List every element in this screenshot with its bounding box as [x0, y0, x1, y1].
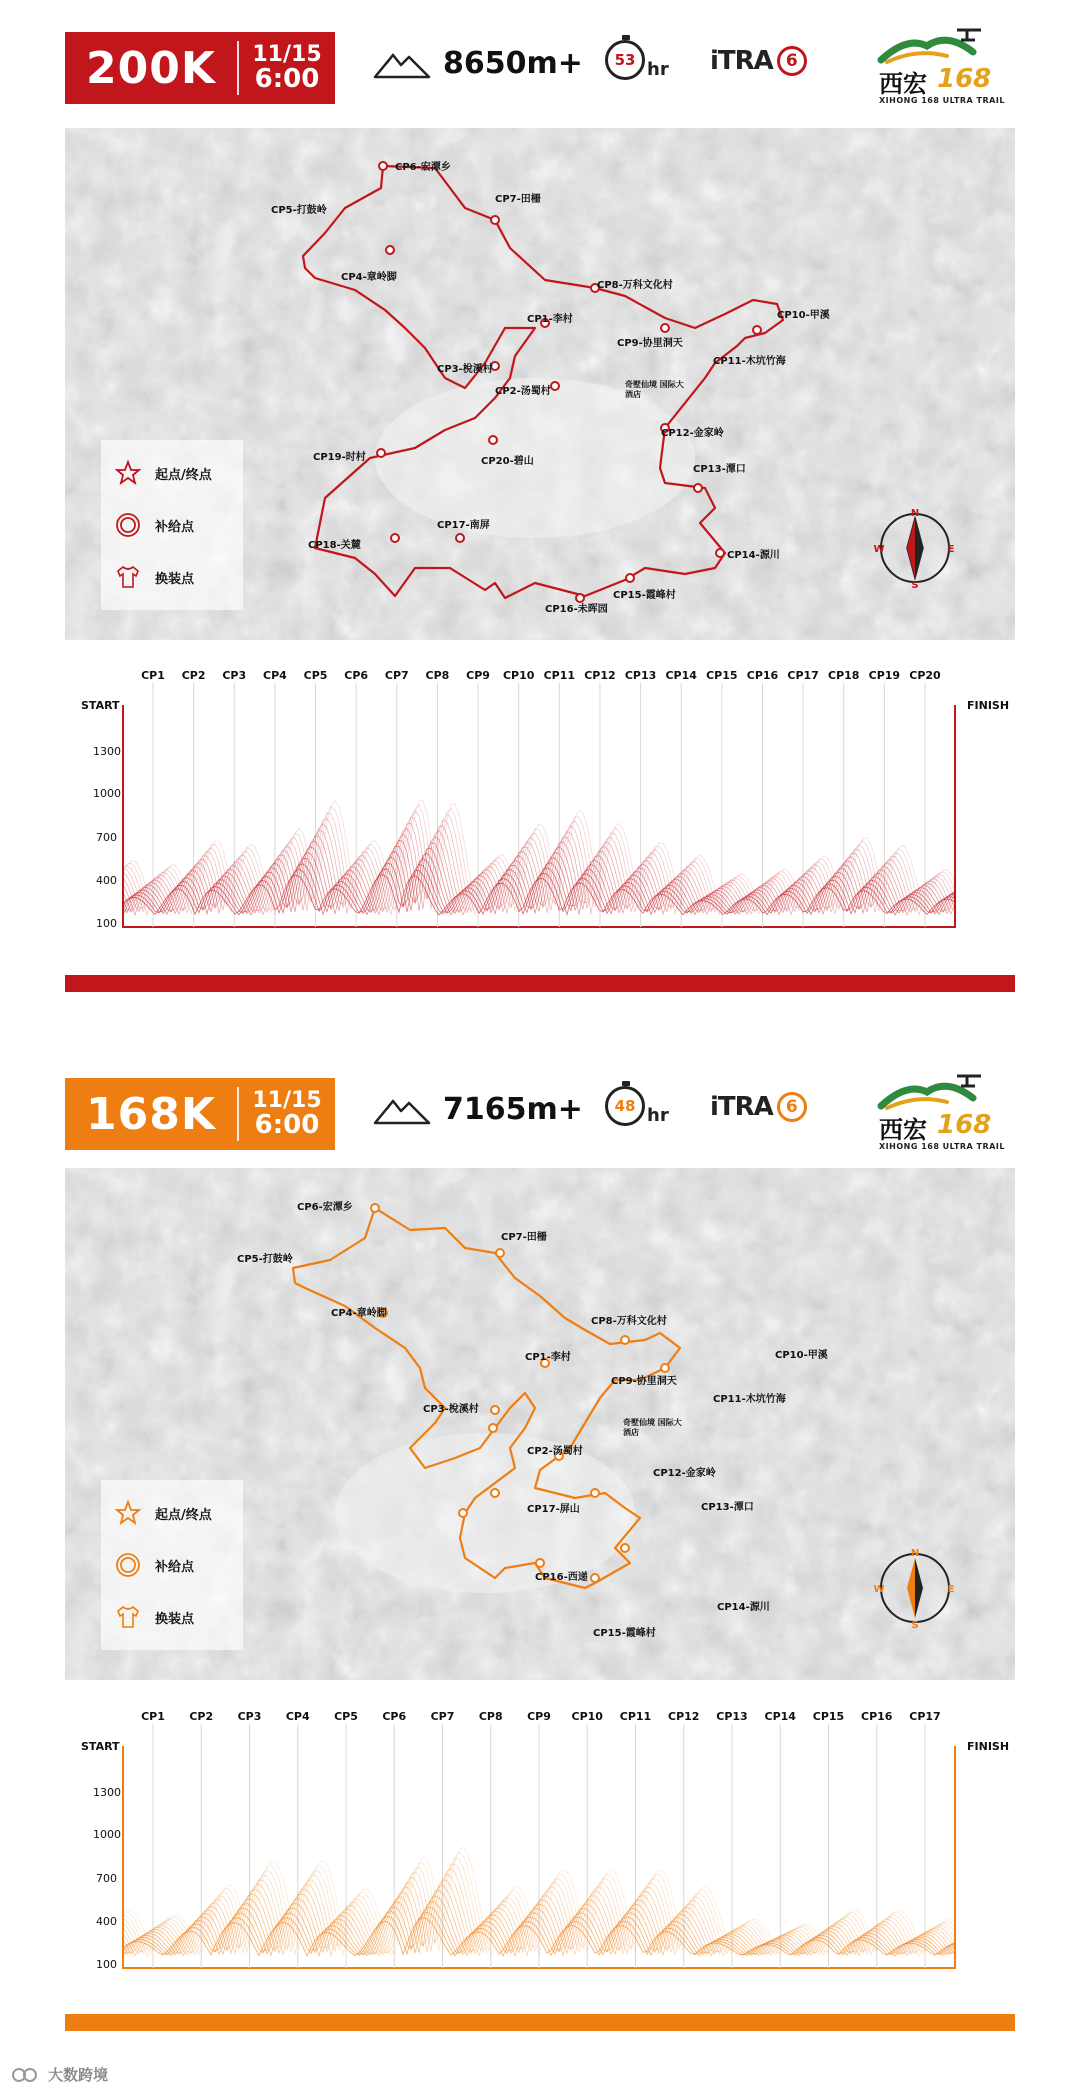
elevation-profile [65, 1706, 1015, 1978]
y-tick: 700 [96, 1872, 117, 1885]
map-label: CP3-梲溪村 [437, 364, 493, 375]
checkpoint-label: CP5 [303, 669, 328, 682]
map-label: CP8-万科文化村 [597, 280, 673, 291]
profile-chart [65, 1706, 1015, 1978]
checkpoint-label: CP16 [746, 669, 779, 682]
compass-e: E [947, 1584, 955, 1595]
elevation-profile [65, 665, 1015, 937]
map-label: CP10-甲溪 [775, 1350, 828, 1361]
checkpoint-label: CP3 [222, 669, 247, 682]
watermark-text: 大数跨境 [48, 2066, 109, 2084]
map-label: 奇墅仙境 国际大酒店 [623, 1418, 682, 1437]
y-tick: 100 [96, 1958, 117, 1971]
map-label: CP12-金家岭 [661, 428, 724, 439]
map-label: 奇墅仙境 国际大酒店 [625, 380, 684, 399]
profile-finish-label: FINISH [967, 699, 1010, 712]
checkpoint-label: CP12 [668, 1710, 700, 1723]
checkpoint-label: CP17 [787, 669, 819, 682]
map-label: CP9-协里洞天 [611, 1376, 677, 1387]
map-label: CP16-西递 [535, 1572, 588, 1583]
y-tick: 700 [96, 831, 117, 844]
map-label: CP7-田柵 [501, 1232, 547, 1243]
map-label: CP15-霞峰村 [593, 1628, 656, 1639]
checkpoint-label: CP20 [909, 669, 941, 682]
race-header [65, 1076, 1015, 1156]
checkpoint-label: CP13 [716, 1710, 748, 1723]
elevation-gain-value: 7165m+ [443, 1092, 583, 1127]
checkpoint-label: CP8 [478, 1710, 503, 1723]
elevation-gain [373, 46, 583, 81]
legend-start-finish-label: 起点/终点 [155, 467, 212, 483]
legend-supply-label: 补给点 [155, 1559, 195, 1575]
checkpoint-label: CP4 [285, 1710, 310, 1723]
map-label: CP13-潭口 [693, 464, 746, 475]
checkpoint-label: CP9 [466, 669, 490, 682]
elevation-gain-value: 8650m+ [443, 46, 583, 81]
checkpoint-label: CP5 [334, 1710, 358, 1723]
time-limit [605, 40, 669, 80]
map-label: CP15-霞峰村 [613, 590, 676, 601]
compass-n: N [910, 1548, 920, 1559]
checkpoint-label: CP8 [425, 669, 450, 682]
checkpoint-label: CP7 [384, 669, 409, 682]
map-label: CP4-章岭脚 [341, 272, 397, 283]
map-label: CP2-汤蜀村 [495, 386, 551, 397]
map-legend [101, 1480, 243, 1650]
legend-change [115, 564, 194, 590]
race-distance: 200K [86, 42, 216, 94]
checkpoint-label: CP16 [861, 1710, 893, 1723]
star-icon [115, 1500, 141, 1526]
map-label: CP5-打鼓岭 [271, 205, 327, 216]
map-label: CP16-未晖园 [545, 604, 608, 615]
logo-english: XIHONG 168 ULTRA TRAIL [879, 96, 1005, 105]
logo-mountain-icon [877, 26, 987, 66]
checkpoint-label: CP10 [502, 669, 535, 682]
map-label: CP11-木坑竹海 [713, 356, 786, 367]
logo-mountain-icon [877, 1072, 987, 1112]
profile-frame [123, 705, 955, 927]
shirt-icon [115, 1604, 141, 1630]
race-date: 11/15 [252, 1087, 322, 1113]
race-start-time [239, 43, 335, 93]
checkpoint-label: CP2 [189, 1710, 214, 1723]
checkpoint-label: CP6 [382, 1710, 407, 1723]
checkpoint-label: CP4 [262, 669, 287, 682]
map-label: CP5-打鼓岭 [237, 1254, 293, 1265]
checkpoint-label: CP12 [584, 669, 616, 682]
checkpoint-label: CP18 [828, 669, 860, 682]
y-tick: 1000 [93, 1828, 121, 1841]
checkpoint-label: CP3 [237, 1710, 262, 1723]
map-label: CP17-屏山 [527, 1504, 580, 1515]
checkpoint-label: CP6 [344, 669, 369, 682]
profile-finish-label: FINISH [967, 1740, 1010, 1753]
y-tick: 1000 [93, 787, 121, 800]
checkpoint-label: CP10 [571, 1710, 603, 1723]
logo-number: 168 [937, 1110, 992, 1140]
legend-supply-label: 补给点 [155, 519, 195, 535]
legend-start-finish-label: 起点/终点 [155, 1507, 212, 1523]
checkpoint-label: CP19 [868, 669, 901, 682]
watermark [12, 2064, 108, 2085]
map-label: CP17-南屏 [437, 520, 490, 531]
logo-chinese: 西宏 [879, 69, 927, 98]
checkpoint-label: CP1 [141, 669, 165, 682]
itra-logo: iTRA [710, 1092, 773, 1122]
supply-point-icon [115, 512, 141, 538]
checkpoint-label: CP13 [624, 669, 657, 682]
y-tick: 400 [96, 874, 117, 887]
route-map [65, 128, 1015, 640]
time-limit-value: 53 [614, 51, 636, 69]
y-tick: 100 [96, 917, 117, 930]
race-header [65, 30, 1015, 110]
compass-n: N [910, 508, 920, 519]
map-label: CP19-时村 [313, 452, 366, 463]
legend-start-finish [115, 1500, 212, 1526]
map-label: CP10-甲溪 [777, 310, 830, 321]
map-label: CP7-田柵 [495, 194, 541, 205]
legend-start-finish [115, 460, 212, 486]
checkpoint-label: CP1 [141, 1710, 165, 1723]
logo-english: XIHONG 168 ULTRA TRAIL [879, 1142, 1005, 1151]
mountain-icon [373, 1095, 431, 1125]
map-label: CP14-源川 [727, 550, 780, 561]
distance-badge [65, 1078, 335, 1150]
route-map [65, 1168, 1015, 1680]
map-label: CP18-关麓 [308, 540, 361, 551]
logo-chinese: 西宏 [879, 1115, 927, 1144]
map-legend [101, 440, 243, 610]
event-logo [875, 1072, 1015, 1158]
legend-change [115, 1604, 194, 1630]
map-label: CP6-宏潭乡 [395, 162, 451, 173]
compass-w: W [873, 1584, 885, 1595]
profile-start-label: START [81, 1740, 120, 1753]
checkpoint-label: CP7 [430, 1710, 455, 1723]
race-time: 6:00 [254, 1109, 320, 1140]
itra-logo: iTRA [710, 46, 773, 76]
time-limit-unit: hr [647, 59, 669, 80]
watermark-logo-icon [12, 2067, 42, 2083]
race-start-time [239, 1089, 335, 1139]
compass-e: E [947, 544, 955, 555]
map-label: CP1-李村 [525, 1352, 571, 1363]
itra-points: 6 [777, 1092, 807, 1122]
stopwatch-icon [605, 40, 645, 80]
race-distance: 168K [86, 1088, 216, 1140]
elevation-gain [373, 1092, 583, 1127]
y-tick: 1300 [93, 745, 121, 758]
checkpoint-label: CP15 [706, 669, 738, 682]
legend-supply [115, 512, 194, 538]
checkpoint-label: CP15 [812, 1710, 845, 1723]
shirt-icon [115, 564, 141, 590]
supply-point-icon [115, 1552, 141, 1578]
profile-start-label: START [81, 699, 120, 712]
time-limit-value: 48 [614, 1097, 636, 1115]
race-time: 6:00 [254, 63, 320, 94]
checkpoint-label: CP14 [764, 1710, 796, 1723]
map-label: CP13-潭口 [701, 1502, 754, 1513]
map-label: CP8-万科文化村 [591, 1316, 667, 1327]
legend-supply [115, 1552, 194, 1578]
time-limit [605, 1086, 669, 1126]
star-icon [115, 460, 141, 486]
time-limit-unit: hr [647, 1105, 669, 1126]
logo-number: 168 [937, 64, 992, 94]
distance-badge [65, 32, 335, 104]
legend-change-label: 换装点 [155, 571, 195, 587]
y-tick: 1300 [93, 1786, 121, 1799]
checkpoint-label: CP9 [527, 1710, 551, 1723]
map-label: CP6-宏潭乡 [297, 1202, 353, 1213]
y-tick: 400 [96, 1915, 117, 1928]
compass-s: S [911, 1620, 919, 1631]
map-label: CP11-木坑竹海 [713, 1394, 786, 1405]
compass-w: W [873, 544, 885, 555]
legend-change-label: 换装点 [155, 1611, 195, 1627]
compass-icon [873, 508, 955, 591]
map-label: CP12-金家岭 [653, 1468, 716, 1479]
checkpoint-label: CP2 [181, 669, 206, 682]
checkpoint-label: CP11 [543, 669, 576, 682]
map-label: CP1-李村 [527, 314, 573, 325]
itra-rating [710, 1092, 807, 1122]
map-label: CP14-源川 [717, 1602, 770, 1613]
mountain-icon [373, 49, 431, 79]
map-label: CP20-碧山 [481, 456, 534, 467]
map-label: CP4-章岭脚 [331, 1308, 387, 1319]
checkpoint-label: CP17 [909, 1710, 941, 1723]
itra-points: 6 [777, 46, 807, 76]
checkpoint-label: CP14 [665, 669, 697, 682]
profile-chart [65, 665, 1015, 937]
section-divider-bar [65, 975, 1015, 992]
event-logo [875, 26, 1015, 112]
section-divider-bar [65, 2014, 1015, 2031]
race-date: 11/15 [252, 41, 322, 67]
checkpoint-label: CP11 [619, 1710, 652, 1723]
compass-s: S [911, 580, 919, 591]
compass-icon [873, 1548, 955, 1631]
map-label: CP2-汤蜀村 [527, 1446, 583, 1457]
map-label: CP3-梲溪村 [423, 1404, 479, 1415]
stopwatch-icon [605, 1086, 645, 1126]
map-label: CP9-协里洞天 [617, 338, 683, 349]
itra-rating [710, 46, 807, 76]
